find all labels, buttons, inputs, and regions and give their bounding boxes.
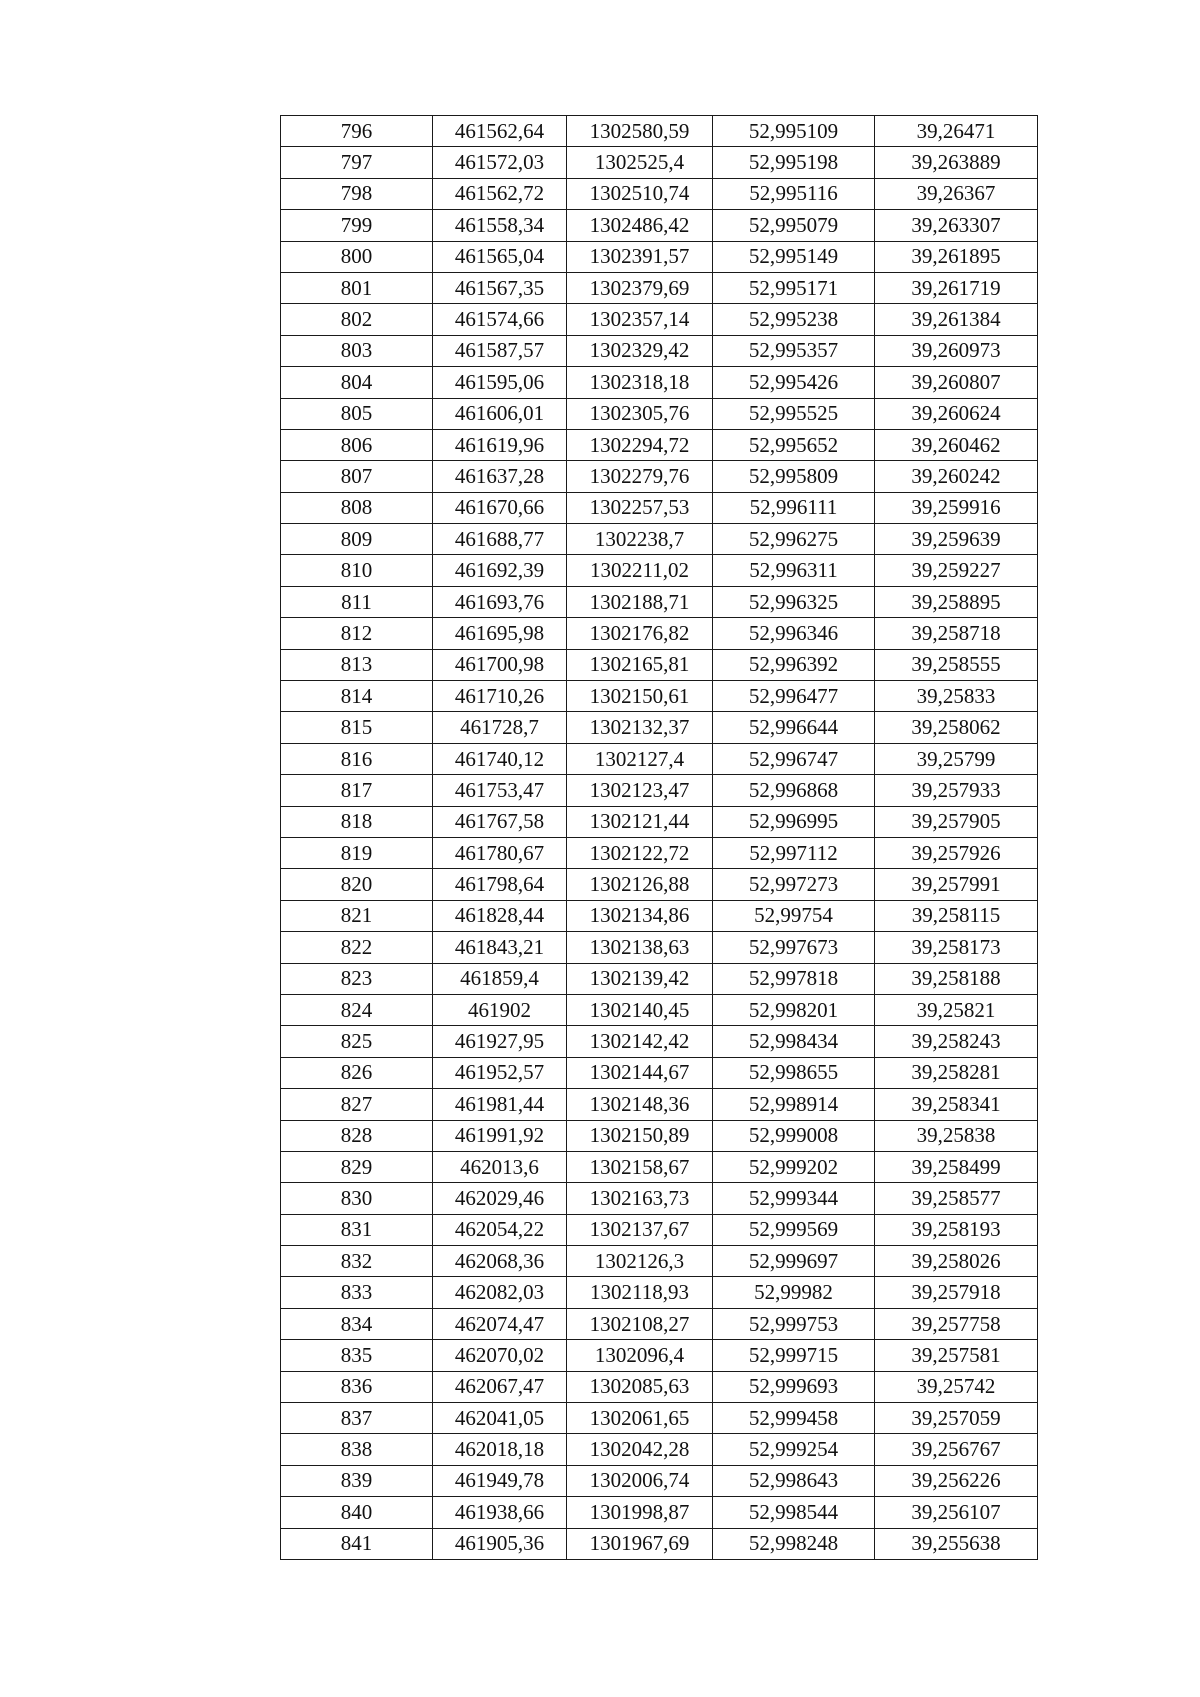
longitude-cell: 39,261719 bbox=[875, 272, 1038, 303]
longitude-cell: 39,26471 bbox=[875, 116, 1038, 147]
longitude-cell: 39,26367 bbox=[875, 178, 1038, 209]
table-row bbox=[281, 1246, 1038, 1277]
table-row bbox=[281, 1214, 1038, 1245]
latitude-cell: 52,998655 bbox=[713, 1057, 875, 1088]
longitude-cell: 39,261384 bbox=[875, 304, 1038, 335]
table-row bbox=[281, 304, 1038, 335]
point-number-cell: 827 bbox=[281, 1089, 433, 1120]
longitude-cell: 39,260973 bbox=[875, 335, 1038, 366]
x-coordinate-cell: 462074,47 bbox=[433, 1308, 567, 1339]
x-coordinate-cell: 461619,96 bbox=[433, 429, 567, 460]
table-row bbox=[281, 524, 1038, 555]
table-row bbox=[281, 1120, 1038, 1151]
y-coordinate-cell: 1302379,69 bbox=[567, 272, 713, 303]
table-row bbox=[281, 398, 1038, 429]
longitude-cell: 39,258341 bbox=[875, 1089, 1038, 1120]
point-number-cell: 831 bbox=[281, 1214, 433, 1245]
table-row bbox=[281, 775, 1038, 806]
point-number-cell: 806 bbox=[281, 429, 433, 460]
longitude-cell: 39,258895 bbox=[875, 586, 1038, 617]
longitude-cell: 39,263889 bbox=[875, 147, 1038, 178]
y-coordinate-cell: 1302391,57 bbox=[567, 241, 713, 272]
point-number-cell: 802 bbox=[281, 304, 433, 335]
y-coordinate-cell: 1302121,44 bbox=[567, 806, 713, 837]
longitude-cell: 39,256767 bbox=[875, 1434, 1038, 1465]
x-coordinate-cell: 461562,64 bbox=[433, 116, 567, 147]
x-coordinate-cell: 461843,21 bbox=[433, 932, 567, 963]
y-coordinate-cell: 1302165,81 bbox=[567, 649, 713, 680]
y-coordinate-cell: 1302305,76 bbox=[567, 398, 713, 429]
x-coordinate-cell: 461567,35 bbox=[433, 272, 567, 303]
y-coordinate-cell: 1302257,53 bbox=[567, 492, 713, 523]
latitude-cell: 52,996392 bbox=[713, 649, 875, 680]
longitude-cell: 39,25742 bbox=[875, 1371, 1038, 1402]
table-row bbox=[281, 272, 1038, 303]
longitude-cell: 39,258193 bbox=[875, 1214, 1038, 1245]
y-coordinate-cell: 1302294,72 bbox=[567, 429, 713, 460]
y-coordinate-cell: 1302238,7 bbox=[567, 524, 713, 555]
table-row bbox=[281, 1183, 1038, 1214]
table-row bbox=[281, 963, 1038, 994]
longitude-cell: 39,258188 bbox=[875, 963, 1038, 994]
x-coordinate-cell: 462041,05 bbox=[433, 1403, 567, 1434]
table-row bbox=[281, 1026, 1038, 1057]
x-coordinate-cell: 461710,26 bbox=[433, 681, 567, 712]
table-row bbox=[281, 681, 1038, 712]
longitude-cell: 39,257059 bbox=[875, 1403, 1038, 1434]
x-coordinate-cell: 461753,47 bbox=[433, 775, 567, 806]
point-number-cell: 801 bbox=[281, 272, 433, 303]
latitude-cell: 52,996868 bbox=[713, 775, 875, 806]
point-number-cell: 814 bbox=[281, 681, 433, 712]
point-number-cell: 803 bbox=[281, 335, 433, 366]
point-number-cell: 800 bbox=[281, 241, 433, 272]
longitude-cell: 39,263307 bbox=[875, 210, 1038, 241]
latitude-cell: 52,999569 bbox=[713, 1214, 875, 1245]
point-number-cell: 839 bbox=[281, 1465, 433, 1496]
longitude-cell: 39,25799 bbox=[875, 743, 1038, 774]
longitude-cell: 39,256107 bbox=[875, 1497, 1038, 1528]
latitude-cell: 52,999202 bbox=[713, 1151, 875, 1182]
longitude-cell: 39,258577 bbox=[875, 1183, 1038, 1214]
longitude-cell: 39,257758 bbox=[875, 1308, 1038, 1339]
x-coordinate-cell: 461828,44 bbox=[433, 900, 567, 931]
x-coordinate-cell: 461693,76 bbox=[433, 586, 567, 617]
point-number-cell: 799 bbox=[281, 210, 433, 241]
point-number-cell: 797 bbox=[281, 147, 433, 178]
longitude-cell: 39,258115 bbox=[875, 900, 1038, 931]
table-row bbox=[281, 1089, 1038, 1120]
longitude-cell: 39,261895 bbox=[875, 241, 1038, 272]
latitude-cell: 52,996325 bbox=[713, 586, 875, 617]
longitude-cell: 39,259227 bbox=[875, 555, 1038, 586]
y-coordinate-cell: 1302510,74 bbox=[567, 178, 713, 209]
y-coordinate-cell: 1302318,18 bbox=[567, 367, 713, 398]
y-coordinate-cell: 1302061,65 bbox=[567, 1403, 713, 1434]
latitude-cell: 52,999254 bbox=[713, 1434, 875, 1465]
point-number-cell: 824 bbox=[281, 994, 433, 1025]
table-row bbox=[281, 618, 1038, 649]
table-row bbox=[281, 900, 1038, 931]
y-coordinate-cell: 1302139,42 bbox=[567, 963, 713, 994]
longitude-cell: 39,257933 bbox=[875, 775, 1038, 806]
latitude-cell: 52,998914 bbox=[713, 1089, 875, 1120]
table-row bbox=[281, 555, 1038, 586]
y-coordinate-cell: 1302132,37 bbox=[567, 712, 713, 743]
latitude-cell: 52,995149 bbox=[713, 241, 875, 272]
point-number-cell: 822 bbox=[281, 932, 433, 963]
x-coordinate-cell: 461572,03 bbox=[433, 147, 567, 178]
latitude-cell: 52,998434 bbox=[713, 1026, 875, 1057]
x-coordinate-cell: 461692,39 bbox=[433, 555, 567, 586]
x-coordinate-cell: 461565,04 bbox=[433, 241, 567, 272]
point-number-cell: 818 bbox=[281, 806, 433, 837]
x-coordinate-cell: 461991,92 bbox=[433, 1120, 567, 1151]
y-coordinate-cell: 1302126,88 bbox=[567, 869, 713, 900]
point-number-cell: 834 bbox=[281, 1308, 433, 1339]
x-coordinate-cell: 461637,28 bbox=[433, 461, 567, 492]
point-number-cell: 819 bbox=[281, 837, 433, 868]
coordinates-table bbox=[280, 115, 1038, 1560]
point-number-cell: 807 bbox=[281, 461, 433, 492]
point-number-cell: 816 bbox=[281, 743, 433, 774]
table-row bbox=[281, 869, 1038, 900]
longitude-cell: 39,258499 bbox=[875, 1151, 1038, 1182]
table-row bbox=[281, 210, 1038, 241]
y-coordinate-cell: 1302127,4 bbox=[567, 743, 713, 774]
table-row bbox=[281, 932, 1038, 963]
y-coordinate-cell: 1302140,45 bbox=[567, 994, 713, 1025]
point-number-cell: 829 bbox=[281, 1151, 433, 1182]
x-coordinate-cell: 461606,01 bbox=[433, 398, 567, 429]
longitude-cell: 39,258026 bbox=[875, 1246, 1038, 1277]
table-row bbox=[281, 743, 1038, 774]
table-row bbox=[281, 994, 1038, 1025]
latitude-cell: 52,995198 bbox=[713, 147, 875, 178]
y-coordinate-cell: 1302042,28 bbox=[567, 1434, 713, 1465]
y-coordinate-cell: 1302525,4 bbox=[567, 147, 713, 178]
y-coordinate-cell: 1302137,67 bbox=[567, 1214, 713, 1245]
y-coordinate-cell: 1302279,76 bbox=[567, 461, 713, 492]
point-number-cell: 810 bbox=[281, 555, 433, 586]
latitude-cell: 52,998643 bbox=[713, 1465, 875, 1496]
point-number-cell: 805 bbox=[281, 398, 433, 429]
longitude-cell: 39,258173 bbox=[875, 932, 1038, 963]
latitude-cell: 52,999458 bbox=[713, 1403, 875, 1434]
point-number-cell: 833 bbox=[281, 1277, 433, 1308]
x-coordinate-cell: 462068,36 bbox=[433, 1246, 567, 1277]
table-row bbox=[281, 429, 1038, 460]
x-coordinate-cell: 461981,44 bbox=[433, 1089, 567, 1120]
y-coordinate-cell: 1302006,74 bbox=[567, 1465, 713, 1496]
x-coordinate-cell: 461700,98 bbox=[433, 649, 567, 680]
longitude-cell: 39,259639 bbox=[875, 524, 1038, 555]
table-row bbox=[281, 1340, 1038, 1371]
point-number-cell: 826 bbox=[281, 1057, 433, 1088]
x-coordinate-cell: 461695,98 bbox=[433, 618, 567, 649]
latitude-cell: 52,995652 bbox=[713, 429, 875, 460]
latitude-cell: 52,995079 bbox=[713, 210, 875, 241]
x-coordinate-cell: 461670,66 bbox=[433, 492, 567, 523]
y-coordinate-cell: 1301998,87 bbox=[567, 1497, 713, 1528]
table-row bbox=[281, 837, 1038, 868]
table-row bbox=[281, 116, 1038, 147]
y-coordinate-cell: 1302580,59 bbox=[567, 116, 713, 147]
point-number-cell: 832 bbox=[281, 1246, 433, 1277]
x-coordinate-cell: 461949,78 bbox=[433, 1465, 567, 1496]
y-coordinate-cell: 1302085,63 bbox=[567, 1371, 713, 1402]
x-coordinate-cell: 461574,66 bbox=[433, 304, 567, 335]
longitude-cell: 39,256226 bbox=[875, 1465, 1038, 1496]
latitude-cell: 52,996311 bbox=[713, 555, 875, 586]
y-coordinate-cell: 1302329,42 bbox=[567, 335, 713, 366]
point-number-cell: 821 bbox=[281, 900, 433, 931]
latitude-cell: 52,996275 bbox=[713, 524, 875, 555]
table-row bbox=[281, 1497, 1038, 1528]
table-row bbox=[281, 806, 1038, 837]
x-coordinate-cell: 461767,58 bbox=[433, 806, 567, 837]
longitude-cell: 39,258243 bbox=[875, 1026, 1038, 1057]
table-row bbox=[281, 649, 1038, 680]
point-number-cell: 840 bbox=[281, 1497, 433, 1528]
y-coordinate-cell: 1302118,93 bbox=[567, 1277, 713, 1308]
y-coordinate-cell: 1302126,3 bbox=[567, 1246, 713, 1277]
latitude-cell: 52,99982 bbox=[713, 1277, 875, 1308]
longitude-cell: 39,255638 bbox=[875, 1528, 1038, 1559]
x-coordinate-cell: 461595,06 bbox=[433, 367, 567, 398]
y-coordinate-cell: 1302176,82 bbox=[567, 618, 713, 649]
point-number-cell: 837 bbox=[281, 1403, 433, 1434]
latitude-cell: 52,995238 bbox=[713, 304, 875, 335]
table-row bbox=[281, 241, 1038, 272]
latitude-cell: 52,998248 bbox=[713, 1528, 875, 1559]
x-coordinate-cell: 461905,36 bbox=[433, 1528, 567, 1559]
latitude-cell: 52,996477 bbox=[713, 681, 875, 712]
latitude-cell: 52,998201 bbox=[713, 994, 875, 1025]
table-row bbox=[281, 1434, 1038, 1465]
x-coordinate-cell: 461562,72 bbox=[433, 178, 567, 209]
table-row bbox=[281, 178, 1038, 209]
latitude-cell: 52,99754 bbox=[713, 900, 875, 931]
table-row bbox=[281, 1151, 1038, 1182]
table-row bbox=[281, 1403, 1038, 1434]
y-coordinate-cell: 1302134,86 bbox=[567, 900, 713, 931]
point-number-cell: 796 bbox=[281, 116, 433, 147]
point-number-cell: 817 bbox=[281, 775, 433, 806]
table-row bbox=[281, 1308, 1038, 1339]
latitude-cell: 52,996644 bbox=[713, 712, 875, 743]
latitude-cell: 52,995171 bbox=[713, 272, 875, 303]
x-coordinate-cell: 461859,4 bbox=[433, 963, 567, 994]
longitude-cell: 39,25838 bbox=[875, 1120, 1038, 1151]
longitude-cell: 39,257991 bbox=[875, 869, 1038, 900]
x-coordinate-cell: 461952,57 bbox=[433, 1057, 567, 1088]
x-coordinate-cell: 462067,47 bbox=[433, 1371, 567, 1402]
y-coordinate-cell: 1302357,14 bbox=[567, 304, 713, 335]
table-row bbox=[281, 492, 1038, 523]
point-number-cell: 815 bbox=[281, 712, 433, 743]
longitude-cell: 39,258555 bbox=[875, 649, 1038, 680]
longitude-cell: 39,257581 bbox=[875, 1340, 1038, 1371]
table-row bbox=[281, 335, 1038, 366]
longitude-cell: 39,258281 bbox=[875, 1057, 1038, 1088]
x-coordinate-cell: 461780,67 bbox=[433, 837, 567, 868]
longitude-cell: 39,257926 bbox=[875, 837, 1038, 868]
y-coordinate-cell: 1302108,27 bbox=[567, 1308, 713, 1339]
y-coordinate-cell: 1302144,67 bbox=[567, 1057, 713, 1088]
x-coordinate-cell: 461938,66 bbox=[433, 1497, 567, 1528]
latitude-cell: 52,995109 bbox=[713, 116, 875, 147]
coordinates-table-body bbox=[281, 116, 1038, 1560]
table-row bbox=[281, 1528, 1038, 1559]
point-number-cell: 838 bbox=[281, 1434, 433, 1465]
point-number-cell: 813 bbox=[281, 649, 433, 680]
table-row bbox=[281, 1371, 1038, 1402]
longitude-cell: 39,25821 bbox=[875, 994, 1038, 1025]
y-coordinate-cell: 1302138,63 bbox=[567, 932, 713, 963]
point-number-cell: 835 bbox=[281, 1340, 433, 1371]
longitude-cell: 39,260462 bbox=[875, 429, 1038, 460]
longitude-cell: 39,260242 bbox=[875, 461, 1038, 492]
latitude-cell: 52,999715 bbox=[713, 1340, 875, 1371]
x-coordinate-cell: 461902 bbox=[433, 994, 567, 1025]
x-coordinate-cell: 462013,6 bbox=[433, 1151, 567, 1182]
y-coordinate-cell: 1302163,73 bbox=[567, 1183, 713, 1214]
x-coordinate-cell: 461927,95 bbox=[433, 1026, 567, 1057]
y-coordinate-cell: 1302096,4 bbox=[567, 1340, 713, 1371]
point-number-cell: 823 bbox=[281, 963, 433, 994]
table-row bbox=[281, 461, 1038, 492]
y-coordinate-cell: 1302148,36 bbox=[567, 1089, 713, 1120]
x-coordinate-cell: 462029,46 bbox=[433, 1183, 567, 1214]
y-coordinate-cell: 1302123,47 bbox=[567, 775, 713, 806]
longitude-cell: 39,260624 bbox=[875, 398, 1038, 429]
longitude-cell: 39,25833 bbox=[875, 681, 1038, 712]
table-row bbox=[281, 586, 1038, 617]
point-number-cell: 828 bbox=[281, 1120, 433, 1151]
x-coordinate-cell: 462070,02 bbox=[433, 1340, 567, 1371]
latitude-cell: 52,999693 bbox=[713, 1371, 875, 1402]
latitude-cell: 52,995426 bbox=[713, 367, 875, 398]
latitude-cell: 52,997818 bbox=[713, 963, 875, 994]
y-coordinate-cell: 1301967,69 bbox=[567, 1528, 713, 1559]
latitude-cell: 52,995525 bbox=[713, 398, 875, 429]
point-number-cell: 812 bbox=[281, 618, 433, 649]
point-number-cell: 820 bbox=[281, 869, 433, 900]
table-row bbox=[281, 712, 1038, 743]
x-coordinate-cell: 461688,77 bbox=[433, 524, 567, 555]
longitude-cell: 39,258062 bbox=[875, 712, 1038, 743]
latitude-cell: 52,996747 bbox=[713, 743, 875, 774]
x-coordinate-cell: 462082,03 bbox=[433, 1277, 567, 1308]
x-coordinate-cell: 461740,12 bbox=[433, 743, 567, 774]
point-number-cell: 808 bbox=[281, 492, 433, 523]
latitude-cell: 52,999697 bbox=[713, 1246, 875, 1277]
latitude-cell: 52,995357 bbox=[713, 335, 875, 366]
latitude-cell: 52,999753 bbox=[713, 1308, 875, 1339]
latitude-cell: 52,999008 bbox=[713, 1120, 875, 1151]
latitude-cell: 52,999344 bbox=[713, 1183, 875, 1214]
x-coordinate-cell: 462018,18 bbox=[433, 1434, 567, 1465]
table-row bbox=[281, 1277, 1038, 1308]
y-coordinate-cell: 1302122,72 bbox=[567, 837, 713, 868]
point-number-cell: 811 bbox=[281, 586, 433, 617]
longitude-cell: 39,258718 bbox=[875, 618, 1038, 649]
latitude-cell: 52,998544 bbox=[713, 1497, 875, 1528]
y-coordinate-cell: 1302188,71 bbox=[567, 586, 713, 617]
x-coordinate-cell: 462054,22 bbox=[433, 1214, 567, 1245]
latitude-cell: 52,997273 bbox=[713, 869, 875, 900]
table-row bbox=[281, 1057, 1038, 1088]
y-coordinate-cell: 1302486,42 bbox=[567, 210, 713, 241]
point-number-cell: 804 bbox=[281, 367, 433, 398]
x-coordinate-cell: 461798,64 bbox=[433, 869, 567, 900]
y-coordinate-cell: 1302211,02 bbox=[567, 555, 713, 586]
longitude-cell: 39,257905 bbox=[875, 806, 1038, 837]
y-coordinate-cell: 1302158,67 bbox=[567, 1151, 713, 1182]
latitude-cell: 52,996111 bbox=[713, 492, 875, 523]
latitude-cell: 52,995116 bbox=[713, 178, 875, 209]
point-number-cell: 841 bbox=[281, 1528, 433, 1559]
longitude-cell: 39,257918 bbox=[875, 1277, 1038, 1308]
x-coordinate-cell: 461587,57 bbox=[433, 335, 567, 366]
latitude-cell: 52,995809 bbox=[713, 461, 875, 492]
x-coordinate-cell: 461728,7 bbox=[433, 712, 567, 743]
point-number-cell: 836 bbox=[281, 1371, 433, 1402]
latitude-cell: 52,997673 bbox=[713, 932, 875, 963]
table-row bbox=[281, 367, 1038, 398]
y-coordinate-cell: 1302150,61 bbox=[567, 681, 713, 712]
longitude-cell: 39,260807 bbox=[875, 367, 1038, 398]
point-number-cell: 830 bbox=[281, 1183, 433, 1214]
latitude-cell: 52,997112 bbox=[713, 837, 875, 868]
y-coordinate-cell: 1302150,89 bbox=[567, 1120, 713, 1151]
y-coordinate-cell: 1302142,42 bbox=[567, 1026, 713, 1057]
latitude-cell: 52,996346 bbox=[713, 618, 875, 649]
table-row bbox=[281, 147, 1038, 178]
point-number-cell: 798 bbox=[281, 178, 433, 209]
x-coordinate-cell: 461558,34 bbox=[433, 210, 567, 241]
point-number-cell: 825 bbox=[281, 1026, 433, 1057]
latitude-cell: 52,996995 bbox=[713, 806, 875, 837]
point-number-cell: 809 bbox=[281, 524, 433, 555]
table-row bbox=[281, 1465, 1038, 1496]
longitude-cell: 39,259916 bbox=[875, 492, 1038, 523]
